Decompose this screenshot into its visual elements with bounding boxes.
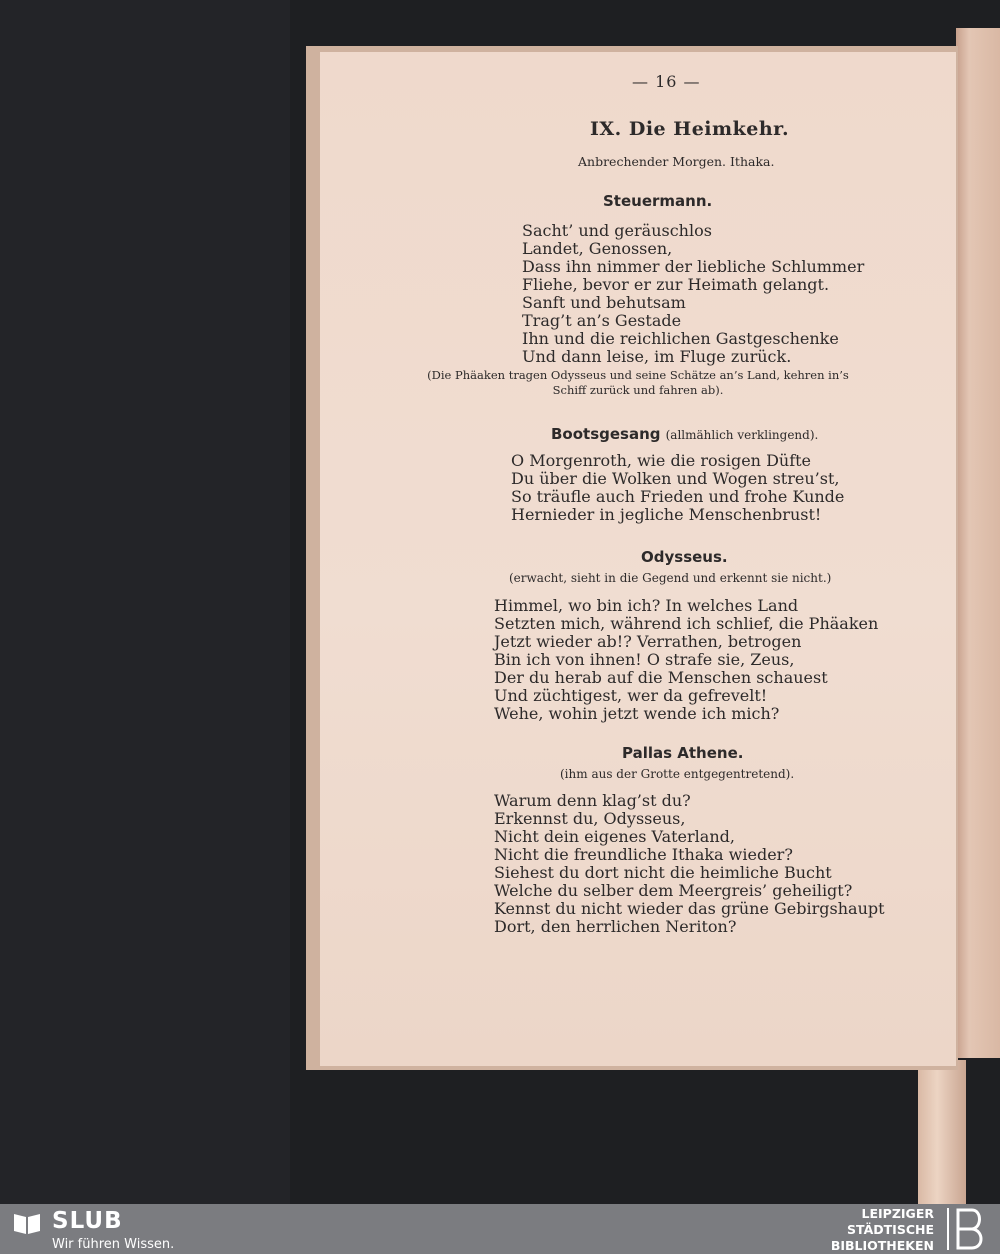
lsb-b-logo-icon <box>944 1206 990 1252</box>
book-page <box>320 52 956 1066</box>
lsb-line: LEIPZIGER <box>861 1206 934 1221</box>
verse-line: Ihn und die reichlichen Gastgeschenke <box>522 329 839 348</box>
slub-logo-text[interactable]: SLUB <box>52 1208 123 1234</box>
verse-line: So träufle auch Frieden und frohe Kunde <box>511 487 845 506</box>
verse-line: Sacht’ und geräuschlos <box>522 221 712 240</box>
verse-line: Jetzt wieder ab!? Verrathen, betrogen <box>494 632 802 651</box>
verse-line: Landet, Genossen, <box>522 239 673 258</box>
lsb-logo-text[interactable] <box>831 1206 934 1254</box>
verse-line: Und züchtigest, wer da gefrevelt! <box>494 686 768 705</box>
speaker-odysseus: Odysseus. <box>641 548 728 566</box>
stage-direction-line: Schiff zurück und fahren ab). <box>552 383 724 397</box>
verse-line: Warum denn klag’st du? <box>494 791 691 810</box>
verse-line: Siehest du dort nicht die heimliche Bucht <box>494 863 832 882</box>
verse-line: Der du herab auf die Menschen schauest <box>494 668 828 687</box>
verse-line: Welche du selber dem Meergreis’ geheiligt? <box>494 881 853 900</box>
verse-line: Himmel, wo bin ich? In welches Land <box>494 596 799 615</box>
heading-bootsgesang <box>551 424 818 443</box>
book-edge-strip <box>918 1060 966 1204</box>
verse-athene <box>494 792 885 936</box>
verse-line: Bin ich von ihnen! O strafe sie, Zeus, <box>494 650 795 669</box>
verse-line: Trag’t an’s Gestade <box>522 311 682 330</box>
scene-setting: Anbrechender Morgen. Ithaka. <box>578 154 775 169</box>
verse-bootsgesang <box>511 452 844 524</box>
verse-line: Nicht die freundliche Ithaka wieder? <box>494 845 793 864</box>
slub-book-icon <box>12 1210 42 1236</box>
stage-direction <box>320 368 956 398</box>
direction-athene: (ihm aus der Grotte entgegentretend). <box>560 767 795 781</box>
verse-line: Kennst du nicht wieder das grüne Gebirgshaupt <box>494 899 885 918</box>
slub-tagline: Wir führen Wissen. <box>52 1237 175 1252</box>
lsb-line: STÄDTISCHE <box>847 1222 934 1237</box>
verse-line: Setzten mich, während ich schlief, die Phäaken <box>494 614 879 633</box>
verse-line: Fliehe, bevor er zur Heimath gelangt. <box>522 275 830 294</box>
stage-direction-line: (Die Phäaken tragen Odysseus und seine Schätze an’s Land, kehren in’s <box>427 368 849 382</box>
direction-bootsgesang: (allmählich verklingend). <box>665 428 819 442</box>
verse-line: Dass ihn nimmer der liebliche Schlummer <box>522 257 865 276</box>
verse-line: Erkennst du, Odysseus, <box>494 809 686 828</box>
verse-line: Nicht dein eigenes Vaterland, <box>494 827 735 846</box>
verse-line: O Morgenroth, wie die rosigen Düfte <box>511 451 812 470</box>
chapter-title: IX. Die Heimkehr. <box>590 118 790 140</box>
verse-line: Sanft und behutsam <box>522 293 686 312</box>
direction-odysseus: (erwacht, sieht in die Gegend und erkennt sie nicht.) <box>509 571 832 585</box>
verse-line: Du über die Wolken und Wogen streu’st, <box>511 469 840 488</box>
verse-line: Wehe, wohin jetzt wende ich mich? <box>494 704 780 723</box>
speaker-athene: Pallas Athene. <box>622 744 744 762</box>
verse-line: Hernieder in jegliche Menschenbrust! <box>511 505 822 524</box>
lsb-line: BIBLIOTHEKEN <box>830 1238 934 1253</box>
speaker-bootsgesang: Bootsgesang <box>551 425 661 443</box>
page-number: — 16 — <box>632 72 701 91</box>
viewer-footer <box>0 1204 1000 1254</box>
verse-odysseus <box>494 597 878 723</box>
verse-line: Dort, den herrlichen Neriton? <box>494 917 737 936</box>
verse-steuermann <box>522 222 864 366</box>
verse-line: Und dann leise, im Fluge zurück. <box>522 347 792 366</box>
speaker-steuermann: Steuermann. <box>603 192 713 210</box>
facing-page-edge <box>956 28 1000 1058</box>
